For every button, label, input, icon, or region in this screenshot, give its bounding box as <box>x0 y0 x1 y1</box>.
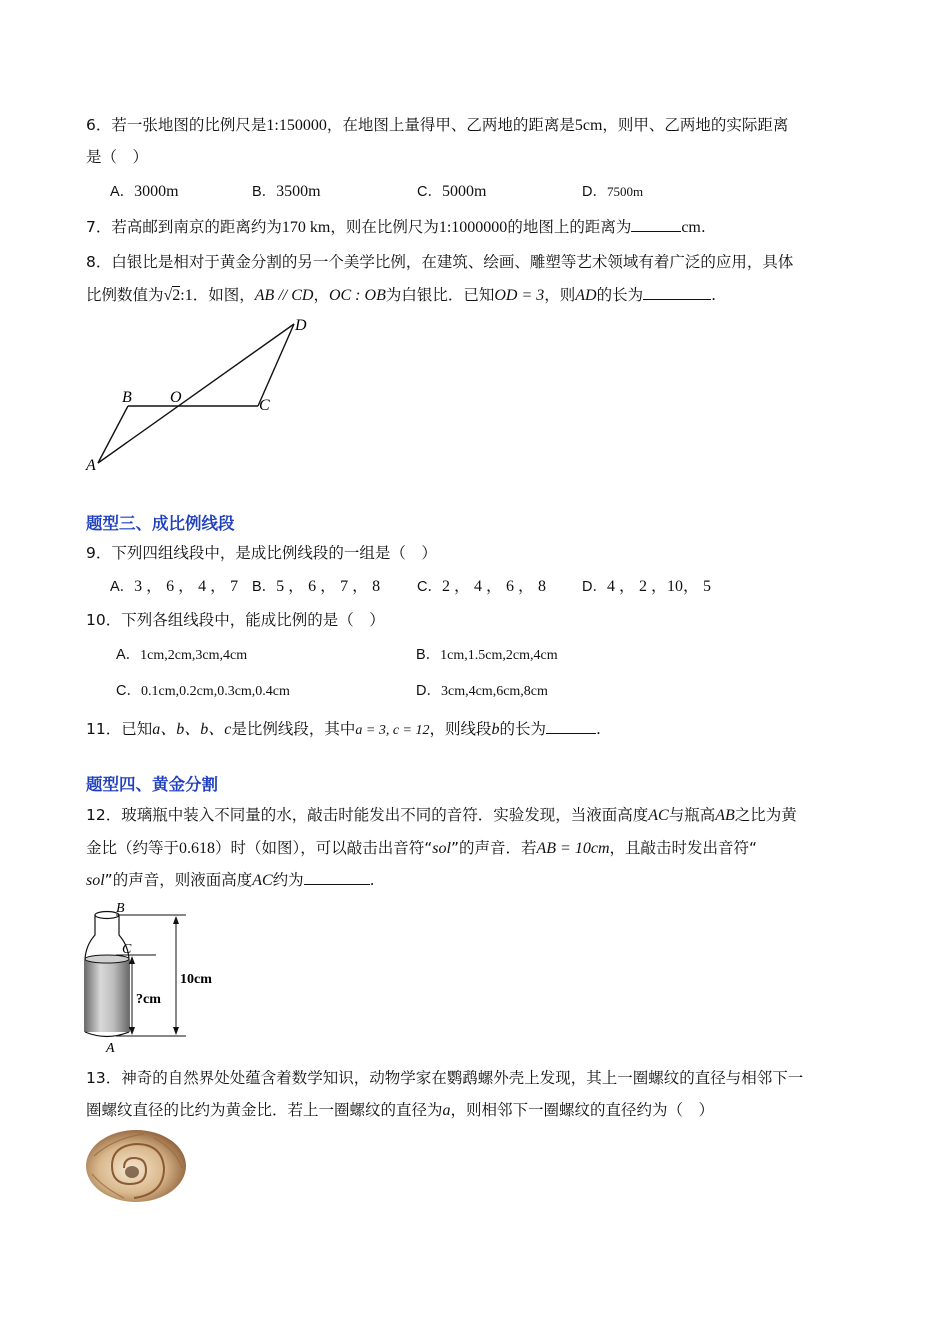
q8-ad: AD <box>575 287 597 304</box>
option-value: 7500m <box>606 184 644 199</box>
q7-line <box>86 216 706 239</box>
q7-answer-blank[interactable] <box>631 217 681 232</box>
q12-text: 玻璃瓶中装入不同量的水，敲击时能发出不同的音符．实验发现，当液面高度 <box>121 806 649 824</box>
label-o: O <box>170 389 182 406</box>
q12-answer-blank[interactable] <box>304 870 370 885</box>
q8-parallel: AB // CD <box>254 287 314 304</box>
q8-text-7: 的长为 <box>596 286 644 304</box>
segment-ab <box>98 406 128 463</box>
q7-text-3: 的地图上的距离为 <box>507 218 632 236</box>
q10-option-c <box>116 679 290 703</box>
level-arrow-bottom <box>129 1027 135 1035</box>
q8-line-2 <box>86 284 716 307</box>
q8-text-4: ， <box>313 286 329 304</box>
q11-var-b: b <box>491 721 500 738</box>
option-label: C． <box>417 579 442 595</box>
q7-text: 若高邮到南京的距离约为 <box>111 218 282 236</box>
q6-distance: 5cm <box>574 117 603 134</box>
q6-line-1 <box>86 114 788 137</box>
q13-text-3: ，则相邻下一圈螺纹的直径约为（ ） <box>450 1101 715 1119</box>
label-c: C <box>122 942 132 957</box>
q9-number: 9． <box>86 544 112 562</box>
shell-center <box>125 1166 139 1178</box>
option-label: A． <box>110 579 135 595</box>
label-d: D <box>295 317 307 334</box>
q7-distance: 170 km <box>281 219 331 236</box>
q12-text-3: 之比为黄 <box>734 806 797 824</box>
q8-ocob: OC : OB <box>328 287 386 304</box>
q7-number: 7． <box>86 218 112 236</box>
q13-text: 神奇的自然界处处蕴含着数学知识，动物学家在鹦鹉螺外壳上发现，其上一圈螺纹的直径与相邻下一 <box>121 1069 804 1087</box>
section-heading-3: 题型三、成比例线段 <box>86 514 235 533</box>
q9-option-c <box>417 575 546 598</box>
q12-ac: AC <box>648 807 669 824</box>
q12-ac-2: AC <box>252 872 273 889</box>
option-value: 4 ， 2 ，10， 5 <box>606 578 711 595</box>
q7-unit: cm <box>681 219 701 236</box>
q6-option-a <box>110 180 179 203</box>
q11-answer-blank[interactable] <box>546 719 596 734</box>
option-value: 3000m <box>134 183 179 200</box>
option-label: D． <box>582 184 607 200</box>
q12-sol: sol <box>432 840 451 857</box>
q12-sol-2: sol <box>86 872 105 889</box>
q8-ratio: :1 <box>180 287 193 304</box>
label-c: C <box>259 397 270 414</box>
height-arrow-bottom <box>173 1027 179 1035</box>
q9-option-a <box>110 575 238 598</box>
q8-end: . <box>711 286 717 304</box>
q13-line-1 <box>86 1067 803 1089</box>
option-value: 3cm,4cm,6cm,8cm <box>440 684 548 699</box>
q11-text-2: 是比例线段，其中 <box>231 720 356 738</box>
q12-bottle-figure <box>80 897 230 1055</box>
q8-text-6: ，则 <box>544 286 576 304</box>
q12-text-2: 与瓶高 <box>668 806 716 824</box>
label-b: B <box>122 389 132 406</box>
q10-number: 10． <box>86 611 122 629</box>
q11-number: 11． <box>86 720 122 738</box>
q13-line-2 <box>86 1099 714 1122</box>
q8-text-5: 为白银比．已知 <box>385 286 495 304</box>
q8-figure <box>80 310 320 480</box>
q12-number: 12． <box>86 806 122 824</box>
q9-text: 下列四组线段中，是成比例线段的一组是（ ） <box>111 544 437 562</box>
q13-var-a: a <box>442 1102 451 1119</box>
q6-number: 6． <box>86 116 112 134</box>
q9-option-d <box>582 575 711 598</box>
q12-approx: 0.618 <box>179 840 216 857</box>
option-label: D． <box>416 683 441 699</box>
label-height: 10cm <box>180 972 212 987</box>
q13-number: 13． <box>86 1069 122 1087</box>
q12-text-9: 约为 <box>272 871 304 889</box>
q7-text-2: ，则在比例尺为 <box>330 218 439 236</box>
option-value: 2 ， 4 ， 6 ， 8 <box>441 578 546 595</box>
q11-text-4: 的长为 <box>499 720 547 738</box>
water-fill <box>85 959 129 1032</box>
q12-end: . <box>369 871 375 889</box>
q6-option-c <box>417 180 486 203</box>
q8-sqrt-value: 2 <box>172 287 181 304</box>
q6-option-d <box>582 180 643 203</box>
option-label: A． <box>116 647 141 663</box>
label-a: A <box>86 457 96 474</box>
q11-end: . <box>596 720 601 738</box>
q10-option-b <box>416 643 558 667</box>
q11-line <box>86 718 601 742</box>
q7-scale: 1:1000000 <box>438 219 508 236</box>
q6-text-4: 是（ ） <box>86 148 149 166</box>
option-value: 3500m <box>276 183 321 200</box>
option-label: B． <box>416 647 441 663</box>
q8-text-2: 比例数值为 <box>86 286 164 304</box>
option-value: 5 ， 6 ， 7 ， 8 <box>276 578 381 595</box>
option-label: B． <box>252 579 277 595</box>
q9-option-b <box>252 575 380 598</box>
option-value: 1cm,2cm,3cm,4cm <box>140 648 248 663</box>
q10-option-d <box>416 679 548 703</box>
q12-line-1 <box>86 804 797 827</box>
q6-text-2: ，在地图上量得甲、乙两地的距离是 <box>326 116 575 134</box>
q8-line-1 <box>86 251 793 273</box>
q11-vars: a、b、b、c <box>152 721 232 738</box>
q8-text: 白银比是相对于黄金分割的另一个美学比例，在建筑、绘画、雕塑等艺术领域有着广泛的应用，具体 <box>111 253 794 271</box>
q7-end: . <box>700 218 706 236</box>
sqrt-symbol: √ <box>163 287 173 304</box>
q8-text-3: ．如图， <box>192 286 255 304</box>
q10-line <box>86 609 385 631</box>
q12-text-6: ”的声音．若 <box>450 839 537 857</box>
option-label: C． <box>116 683 141 699</box>
option-value: 1cm,1.5cm,2cm,4cm <box>440 648 558 663</box>
q8-number: 8． <box>86 253 112 271</box>
q8-od: OD = 3 <box>494 287 545 304</box>
option-label: C． <box>417 184 442 200</box>
q6-line-2 <box>86 146 148 168</box>
q6-option-b <box>252 180 321 203</box>
option-label: B． <box>252 184 277 200</box>
q12-text-5: ）时（如图），可以敲击出音符“ <box>215 839 433 857</box>
nautilus-shell-image <box>84 1128 192 1204</box>
q12-text-4: 金比（约等于 <box>86 839 180 857</box>
q11-text: 已知 <box>121 720 153 738</box>
q6-text-3: ，则甲、乙两地的实际距离 <box>602 116 789 134</box>
q12-text-7: ，且敲击时发出音符“ <box>609 839 758 857</box>
level-arrow-top <box>129 956 135 964</box>
height-arrow-top <box>173 916 179 924</box>
option-value: 5000m <box>441 183 487 200</box>
q9-line <box>86 542 437 564</box>
q13-text-2: 圈螺纹直径的比约为黄金比．若上一圈螺纹的直径为 <box>86 1101 443 1119</box>
label-a: A <box>106 1041 115 1055</box>
q12-ab: AB <box>715 807 735 824</box>
option-label: A． <box>110 184 135 200</box>
option-value: 3 ， 6 ， 4 ， 7 <box>134 578 239 595</box>
label-b: B <box>116 901 125 916</box>
label-unknown: ?cm <box>136 992 161 1007</box>
q10-text: 下列各组线段中，能成比例的是（ ） <box>121 611 385 629</box>
q6-text: 若一张地图的比例尺是 <box>111 116 267 134</box>
q6-scale: 1:150000 <box>266 117 327 134</box>
q11-text-3: ，则线段 <box>429 720 492 738</box>
section-heading-4: 题型四、黄金分割 <box>86 775 218 794</box>
q12-text-8: ”的声音，则液面高度 <box>104 871 253 889</box>
q10-option-a <box>116 643 247 667</box>
q12-ab-value: AB = 10cm <box>536 840 610 857</box>
option-value: 0.1cm,0.2cm,0.3cm,0.4cm <box>140 684 290 699</box>
option-label: D． <box>582 579 607 595</box>
q12-line-3 <box>86 869 375 892</box>
q11-given: a = 3, c = 12 <box>355 723 430 738</box>
q8-answer-blank[interactable] <box>643 285 711 300</box>
q12-line-2 <box>86 837 757 860</box>
shell-body <box>86 1130 186 1202</box>
